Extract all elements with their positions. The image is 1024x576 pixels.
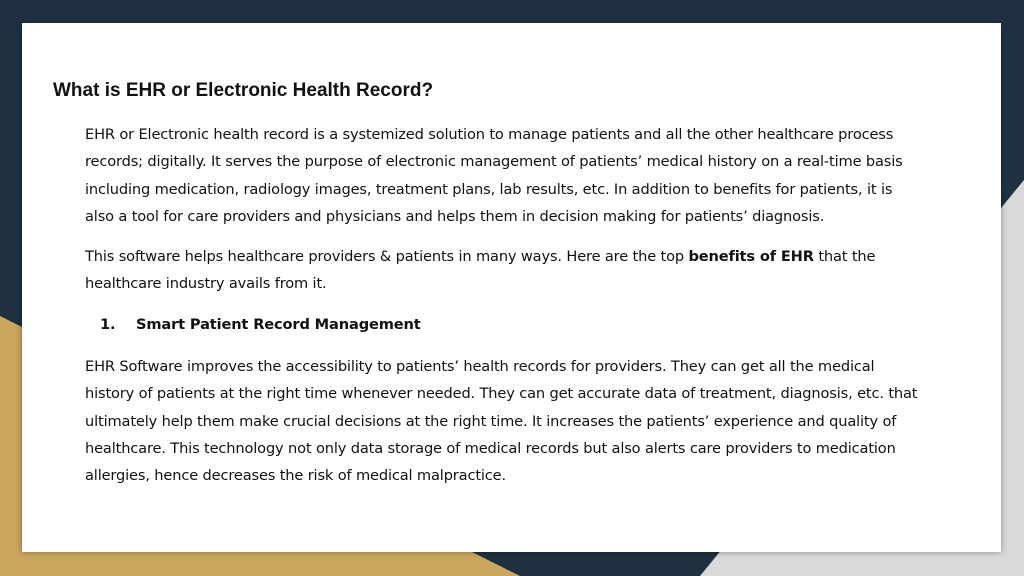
intro-paragraph: EHR or Electronic health record is a systemized solution to manage patients and all the other healthcare process records; digitally. It serves the purpose of electronic management of patients’ medical history on a real-time basis including medication, radiology images, treatment plans, lab results, etc. In addition to benefits for patients, it is also a tool for care providers and physicians and helps them in decision making for patients’ diagnosis. — [85, 126, 903, 225]
benefits-paragraph — [85, 243, 925, 298]
benefits-text-after: that the healthcare industry avails from it. — [85, 248, 876, 293]
list-item-label: Smart Patient Record Management — [136, 315, 421, 333]
benefits-link-text: benefits of EHR — [688, 248, 814, 266]
slide-content — [22, 23, 1001, 552]
benefits-text-before: This software helps healthcare providers & patients in many ways. Here are the top — [85, 248, 689, 266]
record-management-paragraph: EHR Software improves the accessibility to patients’ health records for providers. They can get all the medical history of patients at the right time whenever needed. They can get accurate data of treatment, diagnosis, etc. that ultimately help them make crucial decisions at the right time. It increases the patients’ experience and quality of healthcare. This technology not only data storage of medical records but also alerts care providers to medication allergies, hence decreases the risk of medical malpractice. — [85, 358, 918, 485]
page-title: What is EHR or Electronic Health Record? — [53, 80, 434, 101]
list-item-number: 1. — [100, 315, 116, 333]
list-item — [100, 311, 925, 338]
slide-body — [85, 121, 925, 503]
